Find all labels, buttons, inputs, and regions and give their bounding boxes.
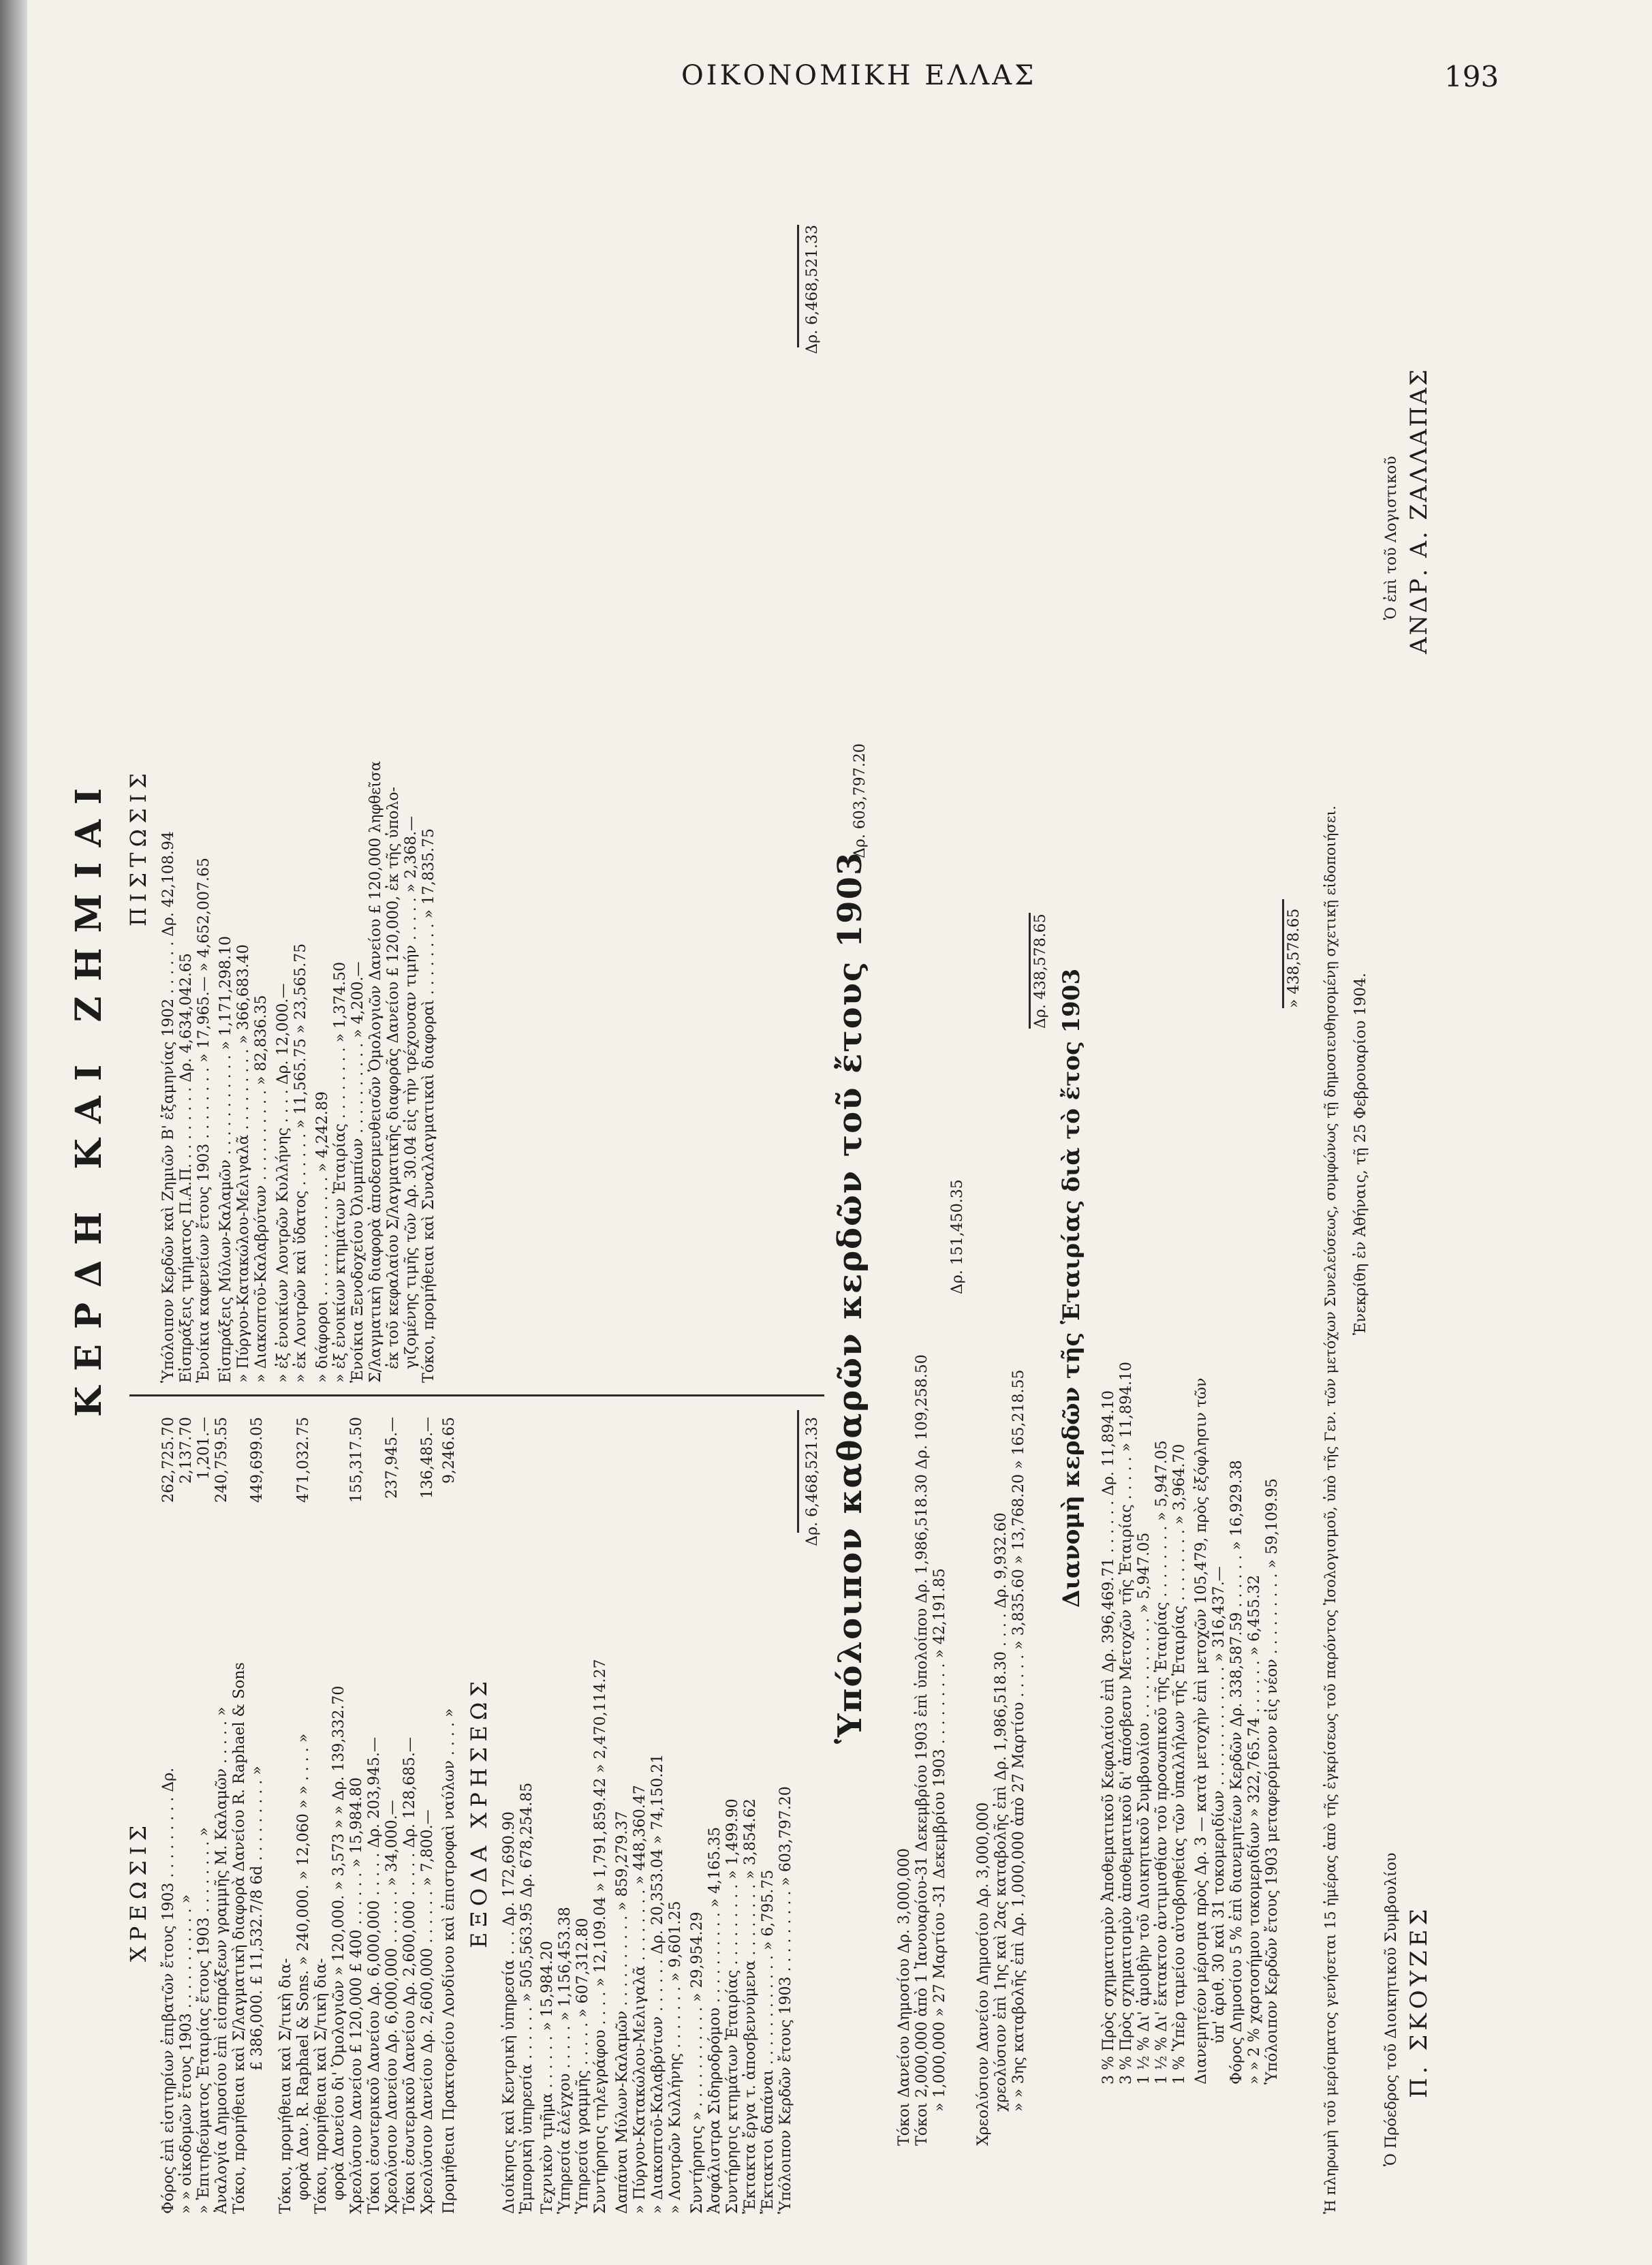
credit-line: Εἰσπράξεις Μύλων-Καλαμῶν . . . . . . . . . . . » 1,171,298.10	[217, 936, 234, 1383]
debit-line: Χρεολύσιον Δανείου Δρ. 6,000,000 . . . . . . » 34,000.—	[384, 1800, 401, 2214]
expense-line: Ὑπόλοιπον Κερδῶν ἔτους 1903 . . . . . . . . . » 603,797.20	[777, 1786, 794, 2214]
expense-line: Συντήρησις κτημάτων Ἑταιρίας . . . . . . . . . » 1,499.90	[724, 1798, 741, 2214]
credit-total: Δρ. 6,468,521.33	[804, 225, 821, 354]
total-rule	[797, 225, 799, 347]
debit-amount: 136,485.—	[419, 1417, 436, 1499]
expense-line: » Διακοπτοῦ-Καλαβρύτων . . . . . . Δρ. 20,353.04 » 74,150.21	[649, 1753, 666, 2214]
credit-line: » διάφοροι . . . . . . . . . . . . . » 4,242.89	[314, 1091, 331, 1383]
expense-line: Ὑπηρεσία ἐλέγχου . . . . . » 1,156,453.38	[557, 1907, 574, 2214]
debit-line: » Ἐπιτηδεύματος Ἑταιρίας ἔτους 1903 . . . . . . . . »	[196, 1827, 213, 2214]
distribution-line: 1 ½ % Δι' ἔκτακτον ἀντιμισθίαν τοῦ προσωπικοῦ τῆς Ἑταιρίας . . . . . . . . » 5,947.05	[1153, 1440, 1170, 2084]
accountant-title: Ὁ ἐπὶ τοῦ Λογιστικοῦ	[1383, 456, 1400, 620]
net-profit-line: » » 3ης καταβολῆς ἐπὶ Δρ. 1,000,000 ἀπὸ 27 Μαρτίου . . . . . » 3,835.60 » 13,768.20 » 165,218.55	[1010, 1369, 1027, 2112]
debit-title: ΧΡΕΩΣΙΣ	[125, 1819, 151, 1962]
net-profit-line: Τόκοι 2,000,000 ἀπὸ 1 Ἰανουαρίου-31 Δεκεμβρίου 1903 ἐπὶ ὑπολοίπου Δρ. 1,986,518.30 Δρ. 109,258.50	[914, 1354, 931, 2146]
expense-line: Ἔκτακτοι δαπάναι . . . . . . . . . . . . » 6,795.75	[760, 1869, 777, 2214]
distribution-line: » 438,578.65	[1285, 908, 1303, 1008]
president-name: Π. ΣΚΟΥΖΕΣ	[1405, 1905, 1433, 2098]
page-number: 193	[1444, 60, 1499, 93]
expense-line: Τεχνικὸν τμῆμα . . . . . . » 15,984.20	[539, 1941, 556, 2214]
debit-amount: 2,137.70	[178, 1417, 195, 1484]
debit-amount: 155,317.50	[348, 1417, 365, 1503]
net-profit-amount: Δρ. 603,797.20	[852, 743, 869, 858]
debit-line: Προμήθειαι Πρακτορείου Λονδίνου καὶ ἐπιστροφαὶ ναύλων . . . . »	[441, 1708, 458, 2214]
expense-line: Συντήρησις » . . . . . . . . . . . » 29,954.29	[689, 1911, 706, 2214]
credit-line: » ἐξ ἐνοικίων Λουτρῶν Κυλλήνης . . . . Δρ. 12,000.—	[275, 983, 292, 1383]
expense-line: Δαπάναι Μύλων-Καλαμῶν . . . . . . . . . . » 859,279.37	[614, 1811, 631, 2214]
president-title: Ὁ Πρόεδρος τοῦ Διοικητικοῦ Συμβουλίου	[1383, 1852, 1400, 2166]
credit-line: Ἐνοίκια καφενείων ἔτους 1903 . . . . . . . . » 17,965.— » 4,652,007.65	[196, 858, 213, 1383]
expense-line: Διοίκησις καὶ Κεντρικὴ ὑπηρεσία . . . Δρ. 172,690.90	[501, 1811, 518, 2214]
debit-line: £ 386,000. £ 11,532.7/8 6d . . . . . . . . . »	[249, 1766, 266, 2071]
approval-date: Ἐνεκρίθη ἐν Ἀθήναις, τῇ 25 Φεβρουαρίου 1904.	[1352, 973, 1369, 1335]
credit-line: Εἰσπράξεις τμήματος Π.Α.Π. . . . . . . . . Δρ. 4,634,042.65	[178, 953, 195, 1383]
running-title: ΟΙΚΟΝΟΜΙΚΗ ΕΛΛΑΣ	[681, 60, 1037, 91]
debit-amount: 1,201.—	[196, 1417, 213, 1480]
total-rule	[797, 1410, 799, 1533]
net-profit-line: Δρ. 438,578.65	[1032, 913, 1049, 1029]
credit-line: Ὑπόλοιπον Κερδῶν καὶ Ζημιῶν Β' ἑξαμηνίας 1902 . . . . . . Δρ. 42,108.94	[160, 831, 177, 1383]
distribution-line: 1 % Ὑπὲρ ταμείου αὐτοβοηθείας τῶν ὑπαλλήλων τῆς Ἑταιρίας . . . . . . . . » 3,964.70	[1171, 1443, 1188, 2084]
distribution-title: Διανομὴ κερδῶν τῆς Ἑταιρίας διὰ τὸ ἔτος 1903	[1058, 968, 1085, 1608]
distribution-line: » » 2 % χαρτοσήμου τοκομεριδίων » 322,765.74 . . . . . . » 6,455.32	[1246, 1574, 1263, 2084]
expense-line: Ἐμπορικὴ ὑπηρεσία . . . . . . » 505,563.95 Δρ. 678,254.85	[518, 1782, 535, 2214]
net-profit-line: Χρεολύσιον Δανείου Δημοσίου Δρ. 3,000,000	[975, 1802, 992, 2146]
debit-line: Τόκοι, προμήθειαι καὶ Σ/τικὴ δια-	[277, 1958, 294, 2214]
credit-line: Σ/λαγματικὴ διαφορὰ ἀποδεσμευθεισῶν Ὁμολογιῶν Δανείου £ 120,000 ληφθεῖσα	[367, 761, 384, 1383]
distribution-line: Διανεμητέον μέρισμα πρὸς Δρ. 3 — κατὰ μετοχὴν ἐπὶ μετοχῶν 105,479, πρὸς ἐξόφλησιν τῶν	[1193, 1377, 1210, 2084]
statement-title: ΚΕΡΔΗ ΚΑΙ ΖΗΜΙΑΙ	[68, 772, 110, 1417]
credit-line: γιζομένης τιμῆς τῶν Δρ. 30.04 εἰς τὴν τρέχουσαν τιμήν . . . . . » 2,368.—	[403, 815, 420, 1369]
debit-total: Δρ. 6,468,521.33	[804, 1417, 821, 1546]
credit-title: ΠΙΣΤΩΣΙΣ	[125, 768, 151, 926]
credit-line: Τόκοι, προμήθειαι καὶ Συναλλαγματικαὶ διαφοραὶ . . . . . . . . » 17,835.75	[420, 828, 437, 1383]
debit-line: Τόκοι, προμήθειαι καὶ Σ/λαγματικὴ διαφορὰ Δανείου R. Raphael & Sons	[231, 1662, 248, 2214]
credit-line: » Πύργου-Κατακώλου-Μελιγαλᾶ . . . . . . . . . » 366,683.40	[235, 944, 252, 1383]
distribution-line: 1 ½ % Δι' ἀμοιβὴν τοῦ Διοικητικοῦ Συμβουλίου . . . . . . . . . . . » 5,947.05	[1136, 1532, 1153, 2084]
debit-line: Ἀναλογία Δημοσίου ἐπὶ εἰσπράξεων γραμμῆς Μ. Καλαμῶν . . . . . »	[213, 1706, 230, 2214]
credit-line: » ἐκ Λουτρῶν καὶ ὕδατος . . . . . . » 11,565.75 » 23,565.75	[292, 943, 309, 1383]
debit-line: Χρεολύσιον Δανείου £ 120,000 £ 400 . . . . . . » 15,984.80	[348, 1777, 365, 2214]
column-divider	[129, 1394, 824, 1396]
distribution-line: 3 % Πρὸς σχηματισμὸν Ἀποθεματικοῦ Κεφαλαίου ἐπὶ Δρ. 396,469.71 . . . . . . Δρ. 11,894.10	[1100, 1390, 1117, 2084]
accountant-name: ΑΝΔΡ. Α. ΖΑΛΛΑΠΑΣ	[1405, 367, 1433, 654]
book-binding	[0, 0, 27, 2265]
expense-line: » Πύργου-Κατακώλου-Μελιγαλᾶ . . . . . . . . » 448,360.47	[632, 1785, 649, 2214]
debit-amount: 237,945.—	[384, 1417, 401, 1499]
total-rule	[1029, 913, 1031, 1029]
net-profit-line: Τόκοι Δανείου Δημοσίου Δρ. 3,000,000	[896, 1848, 913, 2146]
expense-line: Ἀσφάλιστρα Σιδηροδρόμου . . . . . . . . . . » 4,165.35	[706, 1826, 723, 2214]
expense-line: Ὑπηρεσία γραμμῆς . . . . . » 607,312.80	[574, 1918, 591, 2214]
debit-line: Φόρος ἐπὶ εἰσιτηρίων ἐπιβατῶν ἔτους 1903 . . . . . . . . . Δρ.	[160, 1767, 177, 2214]
distribution-line: Ὑπόλοιπον Κερδῶν ἔτους 1903 μεταφερόμενον εἰς νέον . . . . . . . . . » 59,109.95	[1264, 1478, 1281, 2084]
debit-amount: 240,759.55	[213, 1417, 230, 1503]
expense-line: Ἔκτακτα ἔργα τ. ἀποσβεννύμενα . . . . . . . . » 3,854.62	[742, 1798, 759, 2214]
expense-line: Συντήρησις τηλεγράφου . . . . » 12,109.04 » 1,791,859.42 » 2,470,114.27	[592, 1659, 609, 2214]
distribution-line: Φόρος Δημοσίου 5 % ἐπὶ διανεμητέων Κερδῶν Δρ. 338,587.59 . . . . . . » 16,929.38	[1228, 1460, 1245, 2084]
distribution-line: ὑπ' ἀριθ. 30 καὶ 31 τοκομεριδίων . . . . . . . . . . . . . » 316,437.—	[1211, 1566, 1228, 2044]
expense-line: » Λουτρῶν Κυλλήνης . . . . . . . » 9,601.25	[667, 1901, 684, 2214]
footer-note: Ἡ πληρωμὴ τοῦ μερίσματος γενήσεται 15 ἡμέρας ἀπὸ τῆς ἐγκρίσεως τοῦ παρόντος Ἰσολογισμοῦ, ὑπὸ τῆς Γεν. τῶν μετόχων Συνελεύσεως, συμφώνως τῇ δημοσιευθησομένῃ σχετικῇ εἰδοποιήσει.	[1322, 805, 1339, 2214]
total-rule	[1282, 899, 1284, 1008]
credit-line: ἐκ τοῦ κεφαλαίου Σ/λαγματικῆς διαφορᾶς Δανείου £ 120,000, ἐκ τῆς ὑπολο-	[385, 787, 402, 1369]
debit-amount: 262,725.70	[160, 1417, 177, 1503]
debit-amount: 9,246.65	[441, 1417, 458, 1484]
debit-line: » » οἰκοδομῶν ἔτους 1903 . . . . . . . . . . . »	[178, 1894, 195, 2214]
debit-line: Τόκοι ἐσωτερικοῦ Δανείου Δρ. 6,000,000 . . . . . Δρ. 203,945.—	[366, 1736, 383, 2214]
debit-line: Τόκοι ἐσωτερικοῦ Δανείου Δρ. 2,600,000 . . . . . Δρ. 128,685.—	[401, 1736, 418, 2214]
expenses-title: ΕΞΟΔΑ ΧΡΗΣΕΩΣ	[466, 1676, 492, 1948]
credit-line: » Διακοπτοῦ-Καλαβρύτων . . . . . . . . . . » 82,836.35	[253, 995, 270, 1383]
debit-line: Χρεολύσιον Δανείου Δρ. 2,600,000 . . . . . . » 7,800.—	[419, 1809, 436, 2214]
distribution-line: 3 % Πρὸς σχηματισμὸν ἀποθεματικοῦ δι' ἀπόσβεσιν Μετοχῶν τῆς Ἑταιρίας . . . . . » 11,894.10	[1118, 1362, 1135, 2084]
debit-amount: 449,699.05	[249, 1417, 266, 1503]
credit-line: Ἐνοίκια Ξενοδοχείου Ὀλυμπίων . . . . . . . . . . » 4,200.—	[349, 961, 367, 1383]
net-profit-line: Δρ. 151,450.35	[949, 1179, 966, 1294]
debit-line: Τόκοι, προμήθειαι καὶ Σ/τικὴ δια-	[313, 1958, 330, 2214]
net-profit-line: χρεολύσιον ἐπὶ 1ης καὶ 2ας καταβολῆς ἐπὶ Δρ. 1,986,518.30 . . . . Δρ. 9,932.60	[993, 1512, 1010, 2112]
credit-line: » ἐξ ἐνοικίων κτημάτων Ἑταιρίας . . . . . . . . » 1,374.50	[332, 961, 349, 1383]
debit-amount: 471,032.75	[295, 1417, 312, 1503]
rotated-statement	[68, 109, 1574, 2221]
debit-line: φορὰ Δανείου δι' Ὁμολογιῶν » 120,000. » 3,573 » » Δρ. 139,332.70	[330, 1685, 347, 2200]
net-profit-line: » 1,000,000 » 27 Μαρτίου -31 Δεκεμβρίου 1903 . . . . . . . . . » 42,191.85	[931, 1568, 948, 2112]
net-profit-title: Ὑπόλοιπον καθαρῶν κερδῶν τοῦ ἔτους 1903	[831, 851, 869, 1744]
debit-line: φορὰ Δαν. R. Raphael & Sons. » 240,000. » 12,060 » » . . . . »	[295, 1733, 312, 2200]
